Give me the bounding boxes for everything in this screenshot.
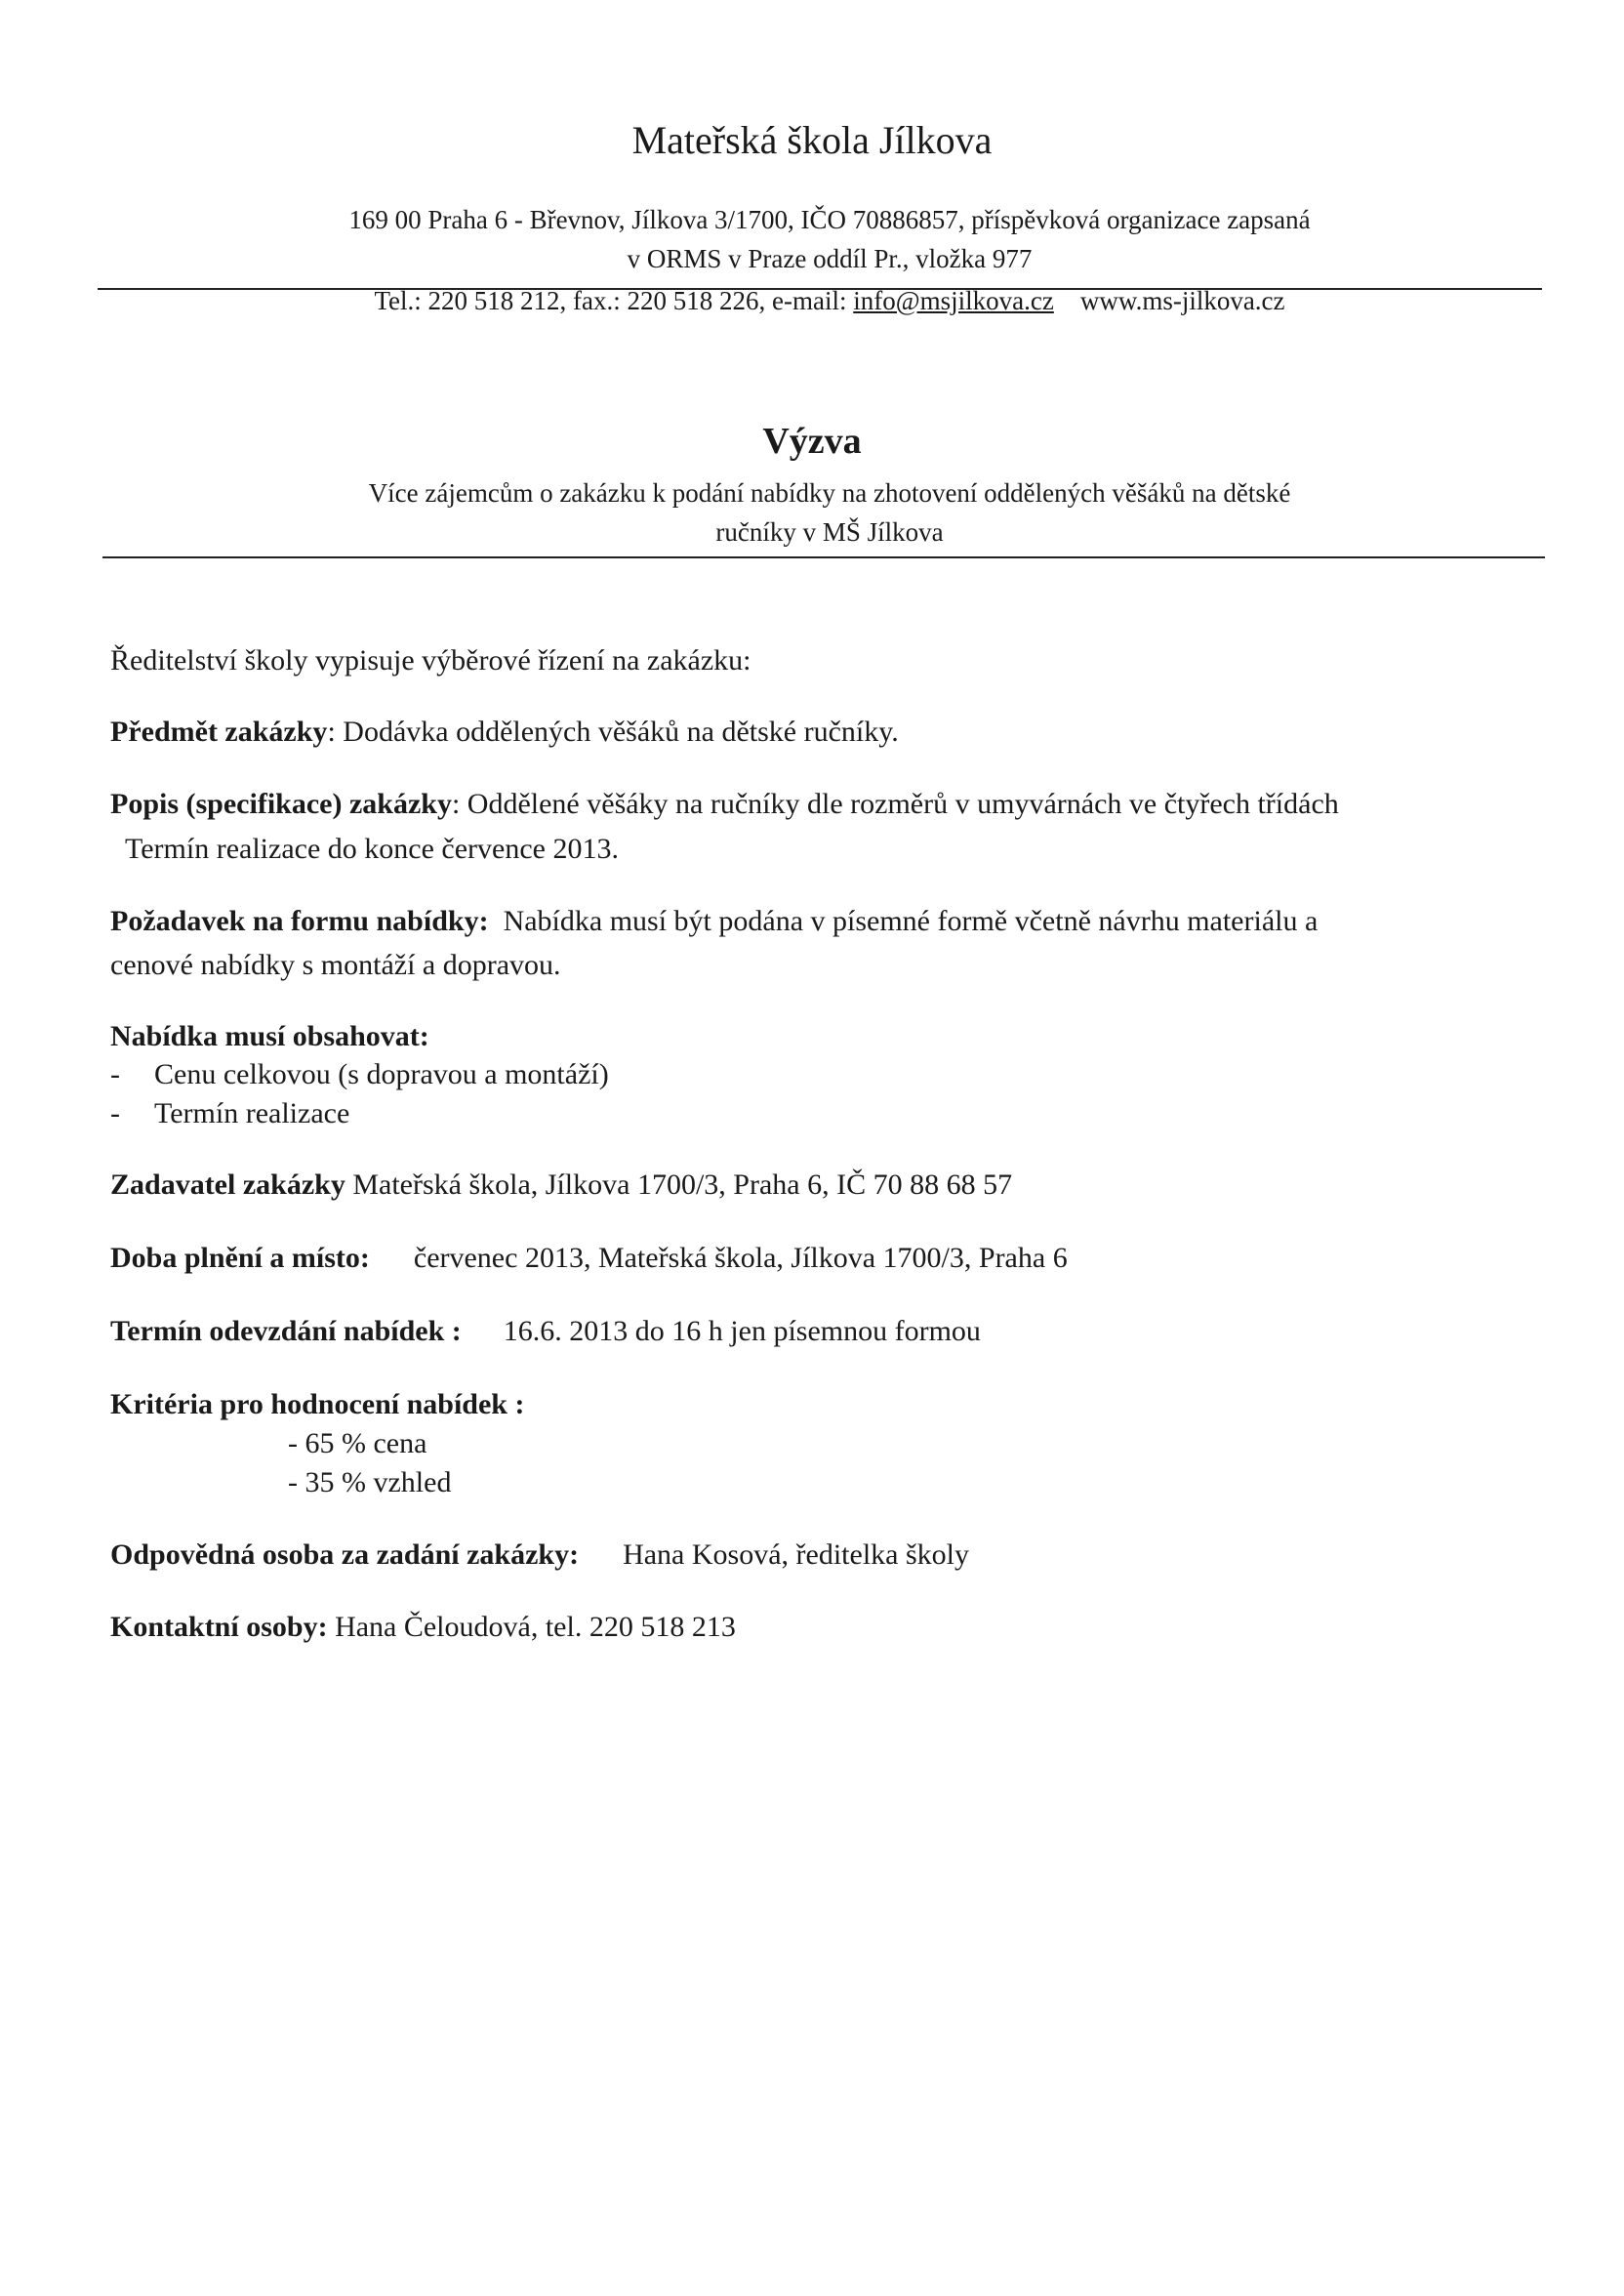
spec-row	[110, 788, 1339, 821]
contact-person-label: Kontaktní osoby:	[110, 1611, 328, 1643]
subject-label: Předmět zakázky	[110, 716, 328, 748]
criteria-item: - 35 % vzhled	[288, 1466, 452, 1498]
spec-line-2: Termín realizace do konce července 2013.	[125, 833, 619, 865]
responsible-row	[110, 1538, 969, 1572]
duration-label: Doba plnění a místo:	[110, 1242, 370, 1274]
list-item	[110, 1097, 349, 1130]
contact-prefix: Tel.: 220 518 212, fax.: 220 518 226, e-mail:	[374, 286, 847, 315]
spec-label: Popis (specifikace) zakázky	[110, 788, 452, 820]
email-link[interactable]: info@msjilkova.cz	[853, 286, 1054, 315]
subtitle-line-2: ručníky v MŠ Jílkova	[715, 517, 944, 547]
form-row	[110, 905, 1318, 938]
deadline-row	[110, 1315, 981, 1348]
title-divider	[102, 556, 1545, 558]
subtitle-line-1: Více zájemcům o zakázku k podání nabídky na zhotovení oddělených věšáků na dětské	[368, 478, 1291, 508]
list-item-text: Cenu celkovou (s dopravou a montáží)	[154, 1058, 609, 1090]
school-name: Mateřská škola Jílkova	[631, 118, 993, 162]
form-label: Požadavek na formu nabídky:	[110, 905, 489, 937]
form-value: Nabídka musí být podána v písemné formě včetně návrhu materiálu a	[488, 905, 1319, 937]
client-row	[110, 1168, 1012, 1202]
address-line-2: v ORMS v Praze oddíl Pr., vložka 977	[627, 244, 1033, 273]
duration-row	[110, 1242, 1068, 1275]
must-contain-label: Nabídka musí obsahovat:	[110, 1020, 429, 1052]
document-heading: Výzva	[762, 421, 862, 462]
duration-value: červenec 2013, Mateřská škola, Jílkova 1700/3, Praha 6	[413, 1242, 1068, 1274]
responsible-label: Odpovědná osoba za zadání zakázky:	[110, 1538, 580, 1571]
subject-row	[110, 716, 899, 749]
list-item	[110, 1058, 609, 1091]
subject-value: : Dodávka oddělených věšáků na dětské ručníky.	[327, 716, 899, 748]
website-link[interactable]: www.ms-jilkova.cz	[1079, 286, 1285, 315]
criteria-label: Kritéria pro hodnocení nabídek :	[110, 1388, 525, 1420]
client-label: Zadavatel zakázky	[110, 1168, 345, 1201]
address-line-1: 169 00 Praha 6 - Břevnov, Jílkova 3/1700, IČO 70886857, příspěvková organizace zapsaná	[348, 205, 1311, 234]
contact-person-row	[110, 1611, 736, 1644]
deadline-label: Termín odevzdání nabídek :	[110, 1315, 462, 1347]
list-dash: -	[110, 1097, 120, 1129]
contact-line	[146, 286, 1513, 316]
deadline-value: 16.6. 2013 do 16 h jen písemnou formou	[503, 1315, 981, 1347]
form-line-2: cenové nabídky s montáží a dopravou.	[110, 949, 561, 981]
responsible-value: Hana Kosová, ředitelka školy	[623, 1538, 969, 1571]
intro-text: Ředitelství školy vypisuje výběrové řízení na zakázku:	[110, 644, 751, 676]
criteria-item: - 65 % cena	[288, 1427, 427, 1459]
spec-value: : Oddělené věšáky na ručníky dle rozměrů v umyvárnách ve čtyřech třídách	[451, 788, 1339, 820]
list-dash: -	[110, 1058, 120, 1090]
list-item-text: Termín realizace	[154, 1097, 350, 1129]
client-value: Mateřská škola, Jílkova 1700/3, Praha 6, IČ 70 88 68 57	[345, 1168, 1013, 1201]
contact-person-value: Hana Čeloudová, tel. 220 518 213	[327, 1611, 736, 1643]
